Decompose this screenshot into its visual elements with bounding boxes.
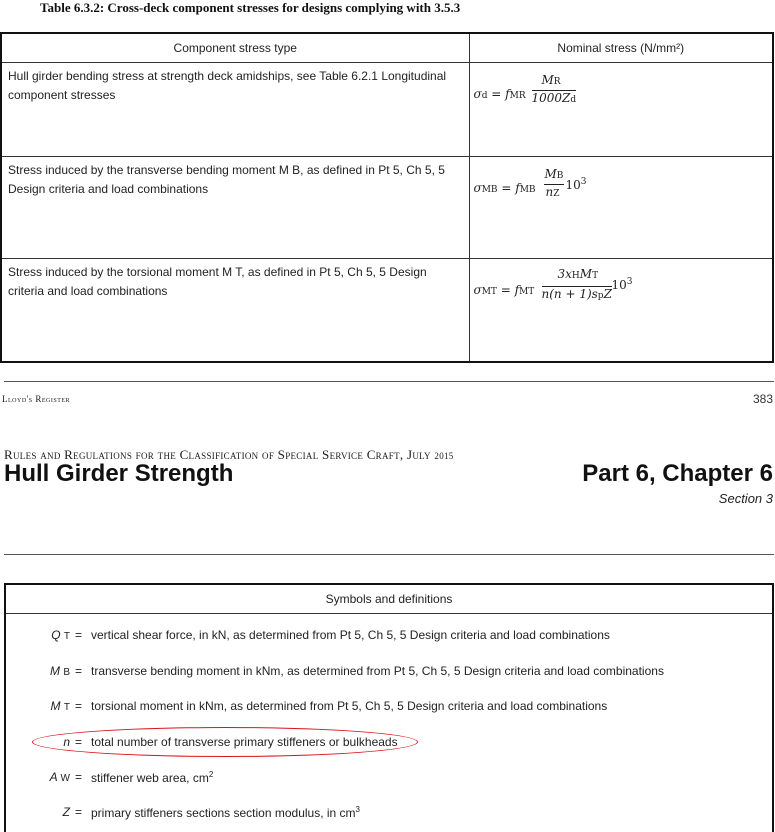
numerator: 3x: [557, 266, 572, 281]
equals-sign: =: [75, 664, 83, 678]
symbol-name: [10, 770, 70, 784]
sigma-symbol: σ: [473, 181, 482, 196]
symbols-definitions-box: [4, 583, 774, 832]
symbol-definition: torsional moment in kNm, as determined from Pt 5, Ch 5, 5 Design criteria and load combinations: [91, 699, 608, 713]
row-formula: [469, 157, 773, 259]
definition-sup: 2: [208, 770, 214, 779]
header-label: Nominal stress (N/mm²): [557, 40, 685, 55]
rules-title: Rules and Regulations for the Classification of Special Service Craft, July: [4, 447, 431, 462]
table-header-row: [1, 33, 773, 62]
numerator-sub: H: [571, 270, 580, 281]
f-sub: MT: [519, 286, 535, 297]
symbol-sub: W: [60, 773, 70, 784]
denominator-sub: p: [597, 290, 604, 301]
numerator: M: [541, 72, 554, 87]
formula-lhs: σMT = fMT: [473, 282, 535, 297]
definition-text: primary stiffeners sections section modulus, in cm: [91, 806, 356, 820]
formula-lhs: σMB = fMB: [473, 181, 536, 196]
symbol-letter: M: [49, 664, 60, 678]
symbol-name: [10, 805, 70, 819]
numerator-tail-sub: T: [592, 270, 599, 281]
sigma-sub: MB: [481, 185, 498, 196]
denominator: 1000Z: [531, 90, 571, 105]
row-description: [1, 62, 469, 157]
symbol-definition: transverse bending moment in kNm, as determined from Pt 5, Ch 5, 5 Design criteria and load combinations: [91, 664, 664, 678]
row-description: [1, 157, 469, 259]
symbol-sub: B: [63, 667, 70, 678]
header-label: Component stress type: [173, 40, 297, 55]
equals-sign: =: [75, 805, 83, 819]
symbol-definition: [91, 805, 360, 820]
table-row: [1, 258, 773, 362]
symbol-row-aw: [6, 770, 772, 790]
red-highlight-ellipse: [32, 727, 418, 757]
symbol-row-qt: [6, 628, 772, 648]
equals-sign: =: [75, 699, 83, 713]
symbol-name: [10, 699, 70, 713]
table-caption: Table 6.3.2: Cross-deck component stresses for designs complying with 3.5.3: [40, 0, 461, 15]
symbol-name: [10, 664, 70, 678]
symbol-letter: M: [50, 699, 61, 713]
numerator-tail: M: [579, 266, 593, 281]
f-symbol: f: [505, 86, 510, 101]
f-sub: MB: [519, 185, 536, 196]
symbol-row-mb: [6, 664, 772, 684]
formula-numerator: [542, 73, 561, 87]
sigma-symbol: σ: [473, 86, 482, 101]
symbol-letter: Q: [51, 628, 61, 642]
denominator: n: [545, 185, 554, 200]
symbol-letter: Z: [62, 805, 70, 819]
equals-sign: =: [75, 628, 83, 642]
sigma-symbol: σ: [473, 282, 482, 297]
page-number: 383: [752, 392, 773, 406]
formula-numerator: [545, 167, 564, 181]
symbol-row-mt: [6, 699, 772, 719]
symbol-name: [10, 628, 70, 642]
definition-sup: 3: [355, 805, 360, 814]
equals-sign: =: [75, 770, 83, 784]
formula-factor: [566, 177, 587, 192]
denominator-sub: d: [570, 94, 577, 105]
symbol-definition: [91, 770, 213, 785]
cross-deck-stress-table: [0, 32, 774, 363]
section-label: Section 3: [718, 491, 773, 506]
numerator-sub: R: [553, 76, 561, 87]
formula-lhs: σd = fMR: [473, 86, 526, 101]
numerator-sub: B: [556, 171, 564, 182]
row-formula: [469, 62, 773, 157]
symbol-definition: total number of transverse primary stiffeners or bulkheads: [91, 735, 398, 749]
formula-hull-girder: [474, 67, 769, 115]
equals-sign: =: [75, 735, 83, 749]
symbol-definition: vertical shear force, in kN, as determined from Pt 5, Ch 5, 5 Design criteria and load combinations: [91, 628, 610, 642]
table-row: [1, 157, 773, 259]
description-text: Stress induced by the torsional moment M T, as defined in Pt 5, Ch 5, 5 Design criteria and load combinations: [8, 264, 427, 298]
document-title: Hull Girder Strength: [4, 460, 234, 487]
header-divider: [4, 554, 774, 555]
factor: 10: [611, 277, 627, 292]
f-symbol: f: [515, 181, 520, 196]
footer-divider: [4, 381, 774, 382]
description-text: Stress induced by the transverse bending moment M B, as defined in Pt 5, Ch 5, 5 Design criteria and load combinations: [8, 163, 445, 197]
formula-denominator: [542, 287, 612, 301]
formula-denominator: [532, 91, 577, 105]
sigma-sub: d: [481, 90, 488, 101]
formula-transverse-bending: [474, 161, 769, 209]
denominator-sub: Z: [553, 189, 560, 200]
publisher-name: Lloyd's Register: [2, 394, 71, 404]
definition-text: stiffener web area, cm: [91, 771, 209, 785]
header-component-stress-type: [1, 33, 469, 62]
factor-sup: 3: [580, 177, 587, 188]
f-sub: MR: [509, 90, 526, 101]
part-chapter-title: Part 6, Chapter 6: [582, 460, 773, 487]
denominator-tail: Z: [603, 286, 612, 301]
symbols-heading: Symbols and definitions: [6, 585, 772, 614]
sigma-sub: MT: [481, 286, 497, 297]
denominator: n(n + 1)s: [541, 286, 598, 301]
table-row: [1, 62, 773, 157]
rules-year: 2015: [434, 451, 454, 461]
factor-sup: 3: [626, 276, 633, 287]
formula-denominator: [546, 185, 560, 199]
formula-torsional: [474, 263, 769, 311]
symbol-letter: A: [49, 770, 58, 784]
symbol-row-z: [6, 805, 772, 825]
row-description: [1, 258, 469, 362]
factor: 10: [565, 178, 581, 193]
symbol-sub: T: [63, 702, 70, 713]
formula-numerator: [558, 267, 599, 281]
f-symbol: f: [514, 282, 520, 297]
symbol-letter: n: [63, 735, 70, 749]
header-nominal-stress: [469, 33, 773, 62]
description-text: Hull girder bending stress at strength deck amidships, see Table 6.2.1 Longitudinal component stresses: [8, 68, 447, 102]
formula-factor: [612, 277, 633, 292]
symbol-sub: T: [63, 631, 70, 642]
numerator: M: [544, 167, 557, 182]
row-formula: [469, 258, 773, 362]
